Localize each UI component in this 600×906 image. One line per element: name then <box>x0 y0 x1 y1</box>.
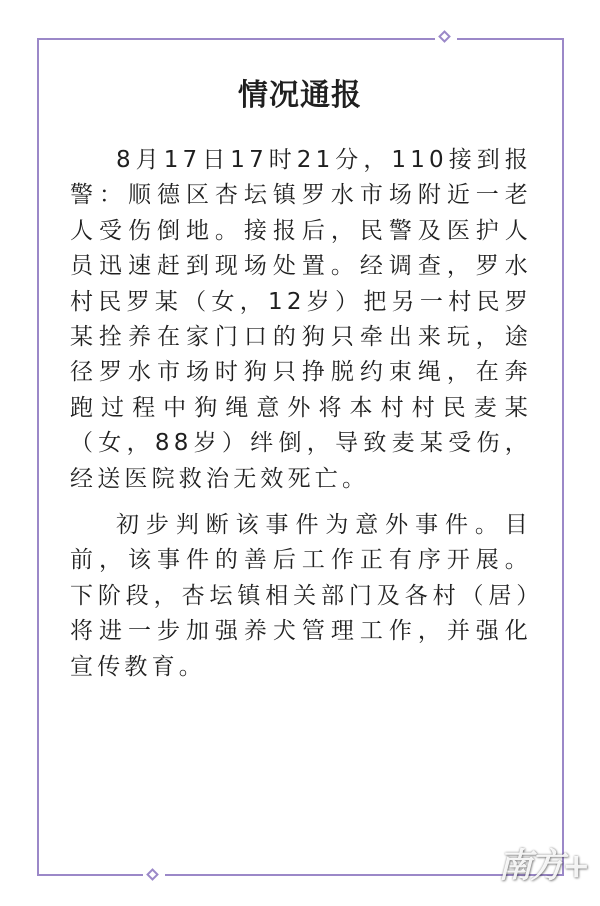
notice-title: 情况通报 <box>238 78 362 113</box>
bottom-ornament <box>143 865 165 887</box>
top-ornament <box>435 27 457 49</box>
paragraph-incident: 8月17日17时21分，110接到报警：顺德区杏坛镇罗水市场附近一老人受伤倒地。接报后，民警及医护人员迅速赶到现场处置。经调查，罗水村民罗某（女，12岁）把另一村民罗某拴养在家门口的狗只牵出来玩，途径罗水市场时狗只挣脱约束绳，在奔跑过程中狗绳意外将本村村民麦某（女，88岁）绊倒，导致麦某受伤，经送医院救治无效死亡。 <box>70 147 532 492</box>
diamond-icon <box>146 868 159 881</box>
diamond-icon <box>438 30 451 43</box>
source-watermark: 南方+ <box>498 846 589 886</box>
notice-body <box>70 143 532 685</box>
paragraph-conclusion: 初步判断该事件为意外事件。目前，该事件的善后工作正有序开展。下阶段，杏坛镇相关部门及各村（居）将进一步加强养犬管理工作，并强化宣传教育。 <box>70 512 532 680</box>
